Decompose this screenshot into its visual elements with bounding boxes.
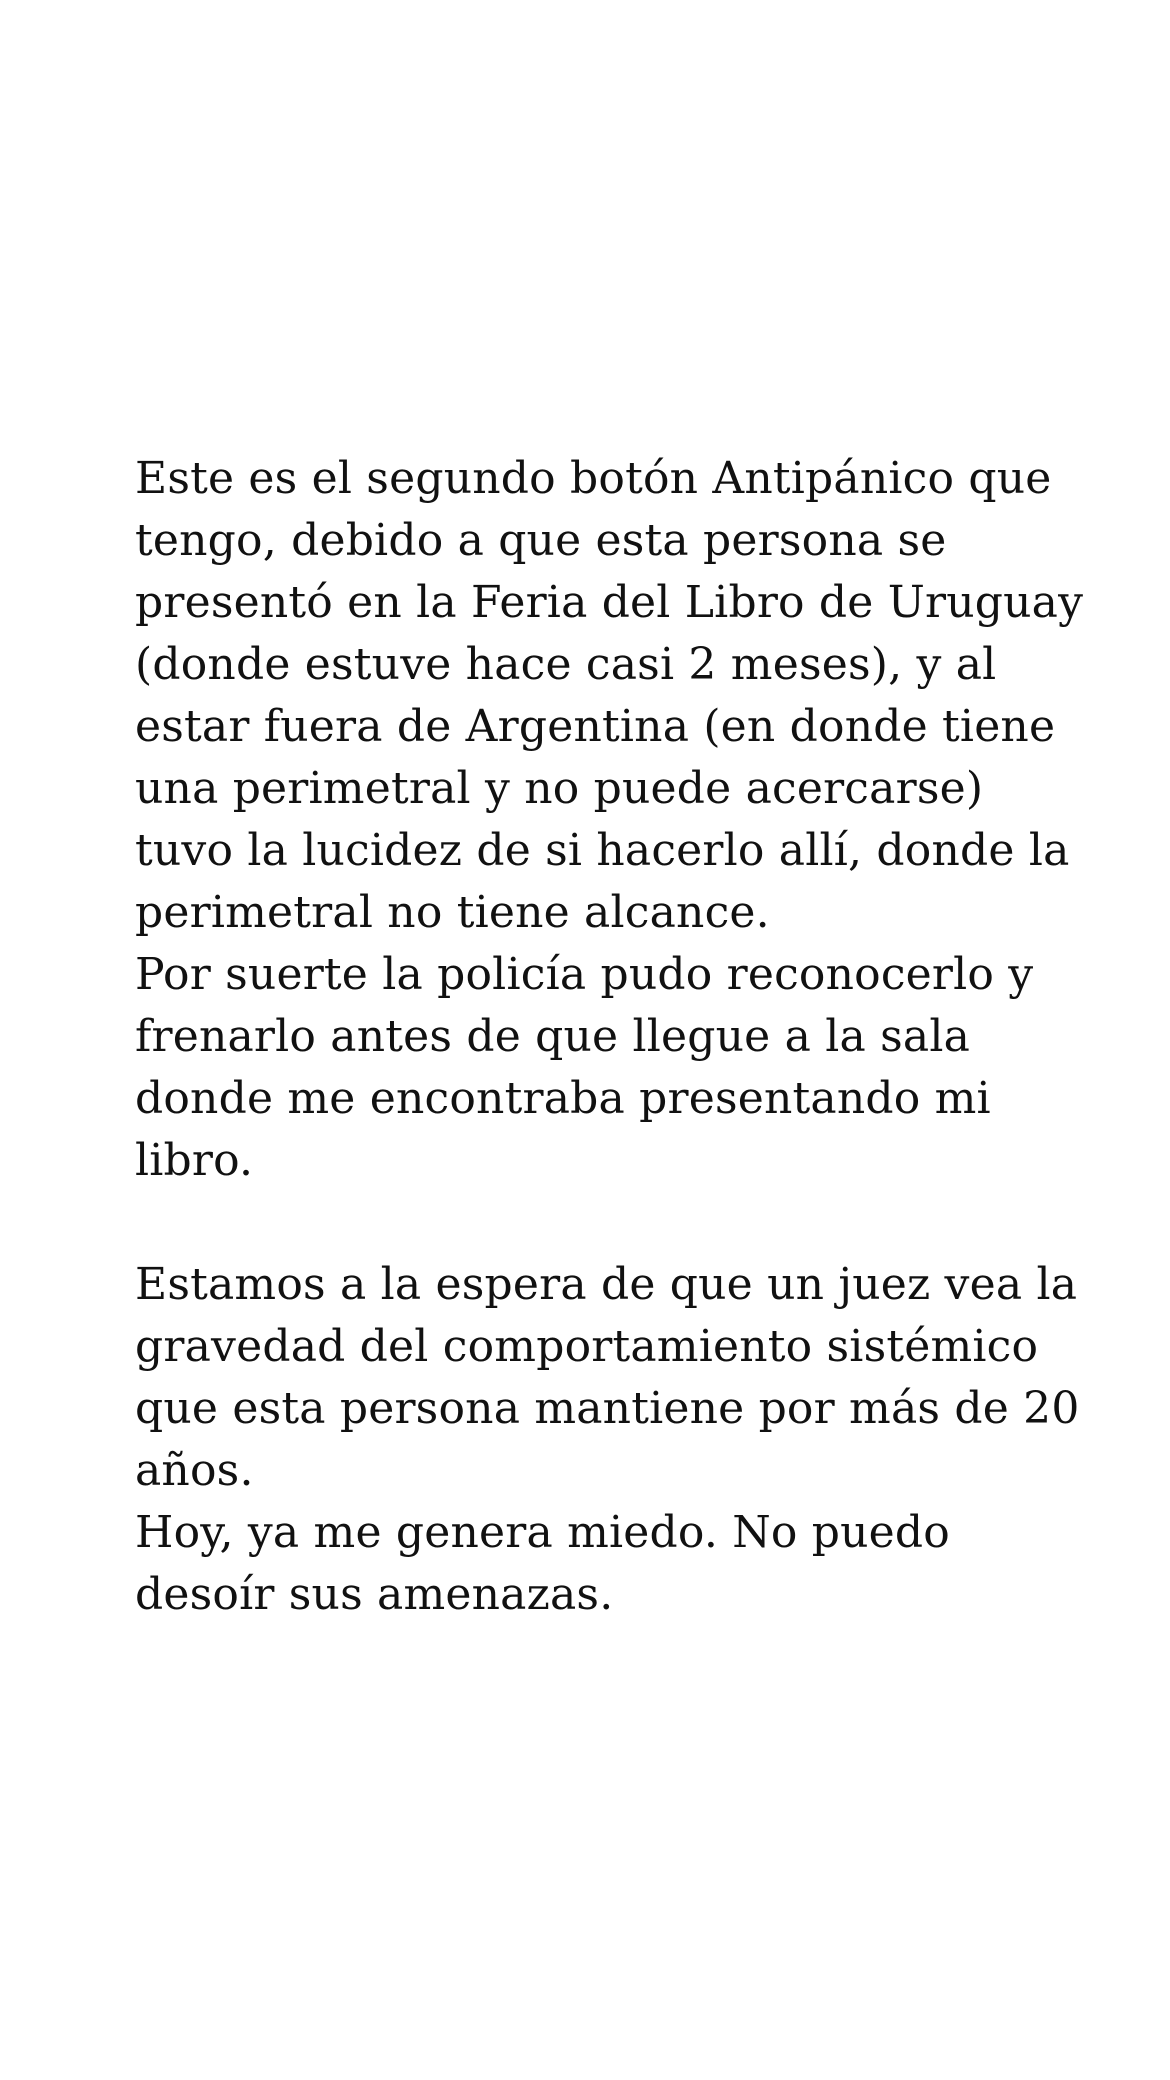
text-line: una perimetral y no puede acercarse) [135,763,984,814]
text-line: tengo, debido a que esta persona se [135,515,947,566]
document-text [135,448,1095,1626]
text-line: estar fuera de Argentina (en donde tiene [135,701,1056,752]
text-line: libro. [135,1135,254,1186]
text-line: que esta persona mantiene por más de 20 [135,1383,1080,1434]
text-line: gravedad del comportamiento sistémico [135,1321,1039,1372]
text-line: años. [135,1445,254,1496]
text-line: donde me encontraba presentando mi [135,1073,991,1124]
text-line: presentó en la Feria del Libro de Uruguay [135,577,1084,628]
paragraph-spacer [135,1192,1095,1254]
text-line: perimetral no tiene alcance. [135,887,770,938]
paragraph [135,944,1095,1192]
text-line: Hoy, ya me genera miedo. No puedo [135,1507,950,1558]
text-line: desoír sus amenazas. [135,1569,614,1620]
text-line: Por suerte la policía pudo reconocerlo y [135,949,1034,1000]
text-line: (donde estuve hace casi 2 meses), y al [135,639,997,690]
paragraph [135,1254,1095,1502]
paragraph [135,448,1095,944]
text-line: tuvo la lucidez de si hacerlo allí, donde la [135,825,1070,876]
paragraph [135,1502,1095,1626]
text-line: Este es el segundo botón Antipánico que [135,453,1052,504]
text-line: Estamos a la espera de que un juez vea la [135,1259,1078,1310]
text-line: frenarlo antes de que llegue a la sala [135,1011,971,1062]
